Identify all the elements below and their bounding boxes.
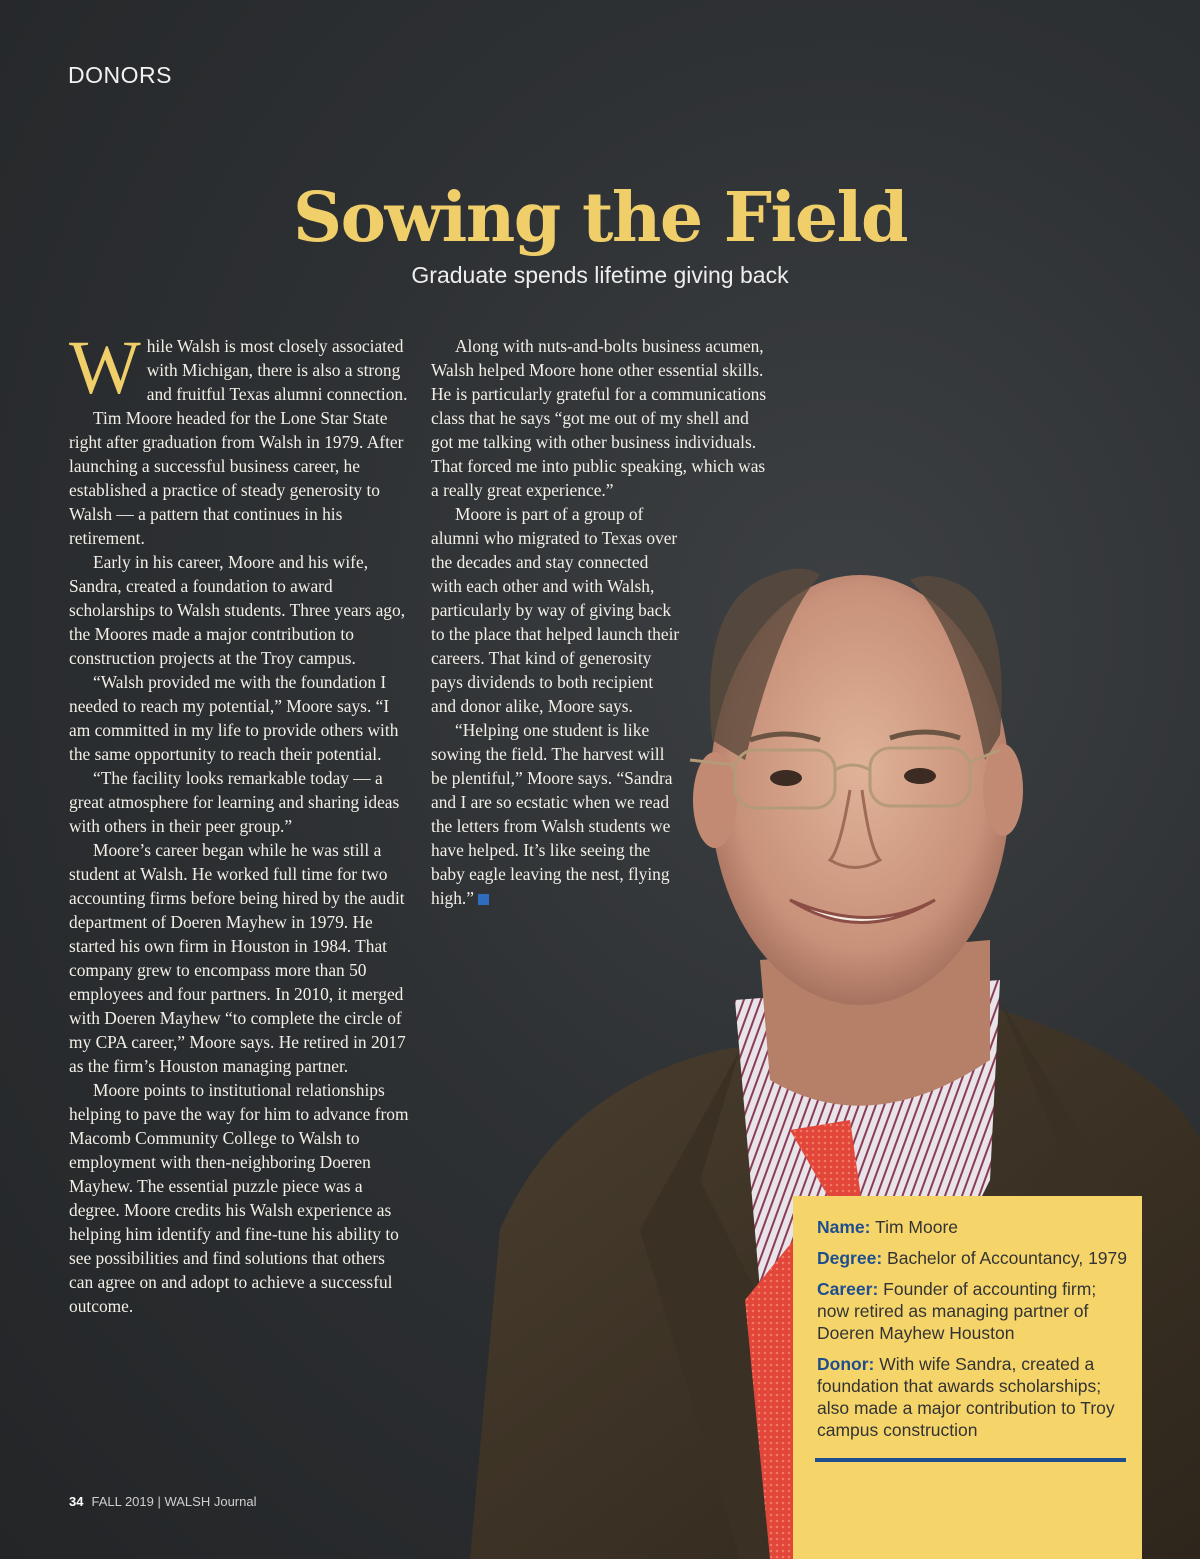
- section-label: DONORS: [68, 62, 172, 88]
- paragraph: Moore’s career began while he was still a student at Walsh. He worked full time for two accounting firms before being hired by the audit department of Doeren Mayhew in 1979. He started his own firm in Houston in 1984. That company grew to encompass more than 50 employees and four partners. In 2010, it merged with Doeren Mayhew “to complete the circle of my CPA career,” Moore says. He retired in 2017 as the firm’s Houston managing partner.: [69, 840, 406, 1076]
- article-subtitle: Graduate spends lifetime giving back: [411, 262, 789, 288]
- issue-label: FALL 2019 | WALSH Journal: [91, 1494, 257, 1509]
- article-column-1: [69, 326, 409, 1318]
- infobox-degree: Degree: Bachelor of Accountancy, 1979: [817, 1248, 1128, 1268]
- paragraph: “The facility looks remarkable today — a great atmosphere for learning and sharing ideas with others in their peer group.”: [69, 768, 400, 836]
- page-footer: [69, 1494, 256, 1509]
- end-mark-icon: [478, 894, 489, 905]
- paragraph: Early in his career, Moore and his wife, Sandra, created a foundation to award scholarships to Walsh students. Three years ago, the Moores made a major contribution to construction projects at the Troy campus.: [69, 552, 406, 668]
- paragraph: “Walsh provided me with the foundation I needed to reach my potential,” Moore says. “I am committed in my life to provide others with the same opportunity to reach their potential.: [69, 672, 399, 764]
- paragraph: Tim Moore headed for the Lone Star State right after graduation from Walsh in 1979. After launching a successful business career, he established a practice of steady generosity to Walsh — a pattern that continues in his retirement.: [69, 408, 404, 548]
- paragraph: “Helping one student is like sowing the field. The harvest will be plentiful,” Moore says. “Sandra and I are so ecstatic when we read the letters from Walsh students we have helped. It’s like seeing the baby eagle leaving the nest, flying high.”: [431, 720, 673, 908]
- infobox-divider: [815, 1458, 1126, 1462]
- infobox-career: Career: Founder of accounting firm; now retired as managing partner of Doeren Mayhew Houston: [817, 1279, 1097, 1343]
- article-title: Sowing the Field: [292, 178, 908, 258]
- infobox-name: Name: Tim Moore: [817, 1217, 959, 1237]
- drop-cap: W: [69, 326, 141, 410]
- article-column-2: [431, 334, 771, 910]
- infobox-donor: Donor: With wife Sandra, created a foundation that awards scholarships; also made a major contribution to Troy campus construction: [817, 1354, 1115, 1440]
- paragraph: While Walsh is most closely associated with Michigan, there is also a strong and fruitful Texas alumni connection.: [69, 326, 408, 410]
- page-number: 34: [69, 1494, 84, 1509]
- paragraph: Along with nuts-and-bolts business acumen, Walsh helped Moore hone other essential skills. He is particularly grateful for a communications class that he says “got me out of my shell and got me talking with other business individuals. That forced me into public speaking, which was a really great experience.”: [431, 336, 767, 500]
- profile-infobox: [793, 1196, 1142, 1559]
- paragraph: Moore is part of a group of alumni who migrated to Texas over the decades and stay connected with each other and with Walsh, particularly by way of giving back to the place that helped launch their careers. That kind of generosity pays dividends to both recipient and donor alike, Moore says.: [431, 504, 680, 716]
- paragraph: Moore points to institutional relationships helping to pave the way for him to advance from Macomb Community College to Walsh to employment with then-neighboring Doeren Mayhew. The essential puzzle piece was a degree. Moore credits his Walsh experience as helping him identify and fine-tune his ability to see possibilities and find solutions that others can agree on and adopt to achieve a successful outcome.: [69, 1080, 409, 1316]
